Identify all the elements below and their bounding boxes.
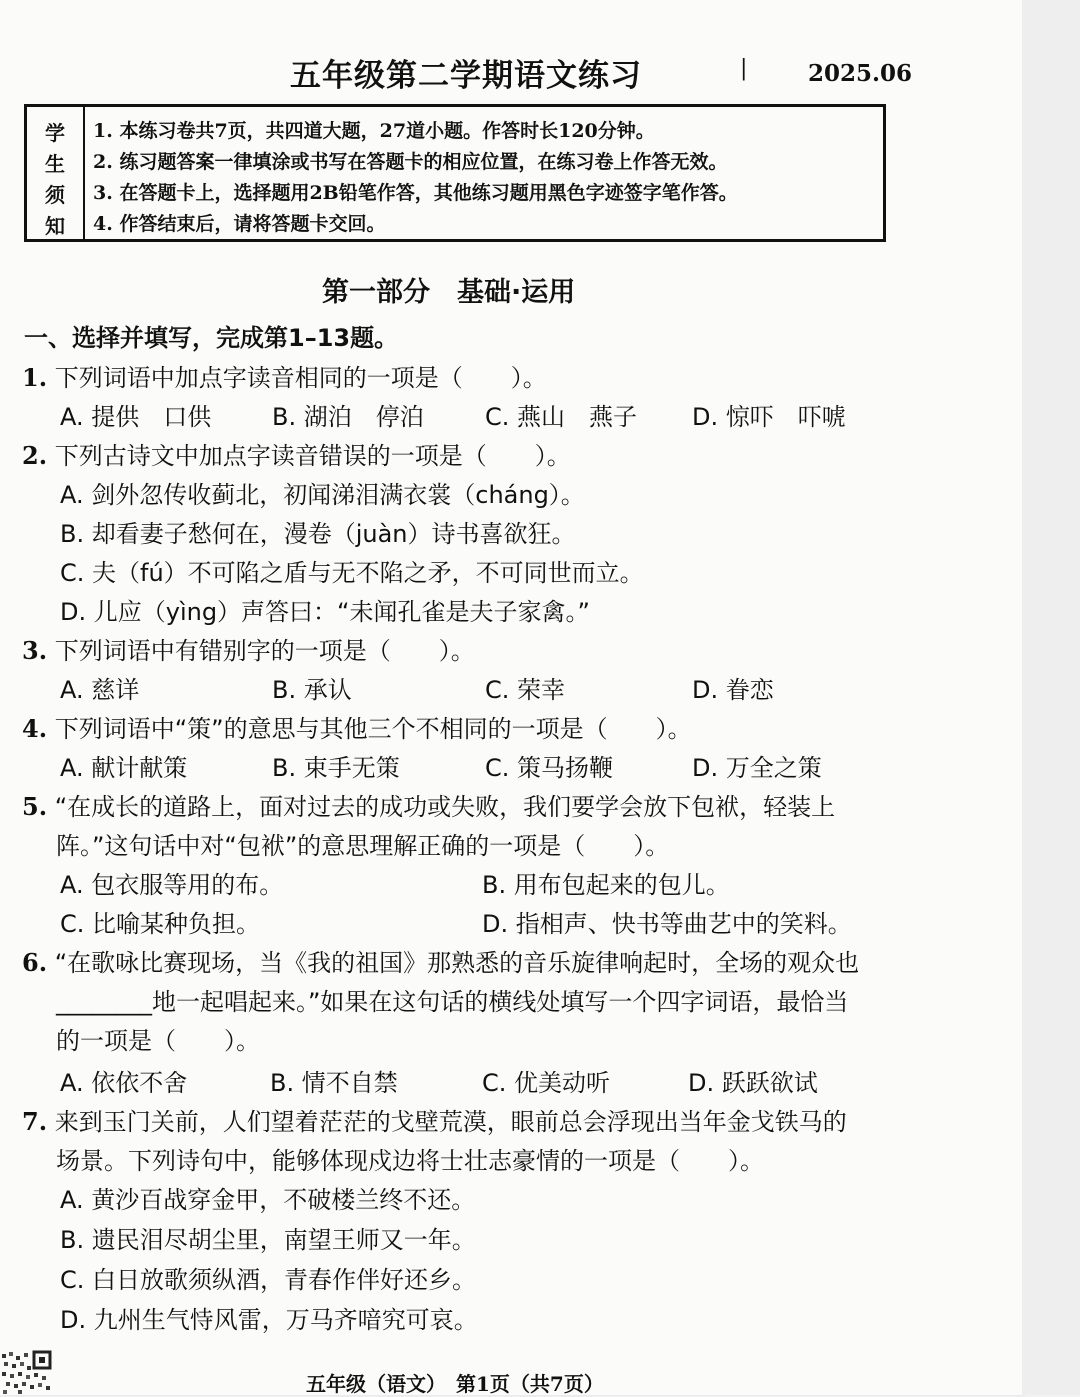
option-d: D. 九州生气恃风雷，万马齐喑究可哀。: [60, 1306, 478, 1334]
option-d: D. 指相声、快书等曲艺中的笑料。: [482, 910, 852, 938]
option-c: C. 策马扬鞭: [485, 754, 614, 782]
notice-item: 2. 练习题答案一律填涂或书写在答题卡的相应位置，在练习卷上作答无效。: [93, 151, 728, 173]
option-c: C. 白日放歌须纵酒，青春作伴好还乡。: [60, 1266, 477, 1294]
qr-code-icon: [0, 1348, 54, 1395]
option-b: B. 遗民泪尽胡尘里，南望王师又一年。: [60, 1226, 476, 1254]
question-text: 下列词语中“策”的意思与其他三个不相同的一项是（ ）。: [54, 715, 692, 743]
notice-label-char: 生: [45, 152, 65, 176]
option-c: C. 夫（fú）不可陷之盾与无不陷之矛，不可同世而立。: [60, 559, 644, 587]
option-d: D. 惊吓 吓唬: [692, 403, 846, 431]
option-c: C. 优美动听: [482, 1069, 611, 1097]
option-b: B. 湖泊 停泊: [272, 403, 424, 431]
notice-label-char: 知: [45, 214, 65, 238]
question-text: “在成长的道路上，面对过去的成功或失败，我们要学会放下包袱，轻装上: [54, 793, 836, 821]
stray-mark: |: [740, 56, 748, 81]
option-a: A. 献计献策: [60, 754, 188, 782]
scan-margin: [1022, 0, 1080, 1395]
option-c: C. 比喻某种负担。: [60, 910, 261, 938]
question-1: [22, 358, 547, 393]
notice-item: 4. 作答结束后，请将答题卡交回。: [93, 213, 386, 235]
option-c: C. 荣幸: [485, 676, 566, 704]
option-d: D. 万全之策: [692, 754, 822, 782]
question-text: 下列词语中加点字读音相同的一项是（ ）。: [54, 364, 547, 392]
question-5: [22, 787, 835, 822]
question-text: “在歌咏比赛现场，当《我的祖国》那熟悉的音乐旋律响起时，全场的观众也: [54, 949, 860, 977]
question-6-continued: 的一项是（ ）。: [56, 1027, 260, 1055]
part-title: 一、选择并填写，完成第1–13题。: [24, 324, 399, 352]
notice-item: 3. 在答题卡上，选择题用2B铅笔作答，其他练习题用黑色字迹签字笔作答。: [93, 182, 738, 204]
question-6: [22, 943, 859, 978]
option-a: A. 剑外忽传收蓟北，初闻涕泪满衣裳（cháng）。: [60, 481, 585, 509]
question-2: [22, 436, 571, 471]
notice-item: 1. 本练习卷共7页，共四道大题，27道小题。作答时长120分钟。: [93, 120, 655, 142]
question-number: 1.: [22, 363, 48, 392]
page-title: 五年级第二学期语文练习: [290, 58, 642, 94]
question-number: 4.: [22, 714, 48, 743]
exam-date: 2025.06: [808, 60, 913, 87]
option-a: A. 依依不舍: [60, 1069, 188, 1097]
option-b: B. 却看妻子愁何在，漫卷（juàn）诗书喜欲狂。: [60, 520, 576, 548]
question-number: 2.: [22, 441, 48, 470]
question-number: 5.: [22, 792, 48, 821]
student-notice-box: [24, 104, 886, 242]
question-text: 下列古诗文中加点字读音错误的一项是（ ）。: [54, 442, 571, 470]
option-d: D. 儿应（yìng）声答曰：“未闻孔雀是夫子家禽。”: [60, 598, 590, 626]
question-text: 来到玉门关前，人们望着茫茫的戈壁荒漠，眼前总会浮现出当年金戈铁马的: [54, 1108, 847, 1136]
question-7: [22, 1102, 847, 1137]
option-a: A. 慈详: [60, 676, 140, 704]
question-5-continued: 阵。”这句话中对“包袱”的意思理解正确的一项是（ ）。: [56, 832, 670, 860]
option-b: B. 用布包起来的包儿。: [482, 871, 730, 899]
notice-label: [27, 107, 85, 239]
option-d: D. 眷恋: [692, 676, 774, 704]
option-b: B. 束手无策: [272, 754, 400, 782]
question-3: [22, 631, 475, 666]
option-c: C. 燕山 燕子: [485, 403, 638, 431]
notice-label-char: 须: [45, 183, 65, 207]
notice-items: [93, 116, 877, 240]
option-a: A. 包衣服等用的布。: [60, 871, 284, 899]
option-a: A. 提供 口供: [60, 403, 212, 431]
page-footer: 五年级（语文） 第1页（共7页）: [306, 1372, 604, 1396]
option-d: D. 跃跃欲试: [688, 1069, 818, 1097]
question-number: 7.: [22, 1107, 48, 1136]
question-6-continued: ________地一起唱起来。”如果在这句话的横线处填写一个四字词语，最恰当: [56, 988, 849, 1016]
question-text: 下列词语中有错别字的一项是（ ）。: [54, 637, 475, 665]
option-a: A. 黄沙百战穿金甲，不破楼兰终不还。: [60, 1186, 476, 1214]
option-b: B. 承认: [272, 676, 352, 704]
option-b: B. 情不自禁: [270, 1069, 398, 1097]
notice-label-char: 学: [45, 121, 65, 145]
question-number: 6.: [22, 948, 48, 977]
question-4: [22, 709, 692, 744]
question-7-continued: 场景。下列诗句中，能够体现戍边将士壮志豪情的一项是（ ）。: [56, 1147, 764, 1175]
section-title: 第一部分 基础·运用: [322, 277, 576, 308]
question-number: 3.: [22, 636, 48, 665]
